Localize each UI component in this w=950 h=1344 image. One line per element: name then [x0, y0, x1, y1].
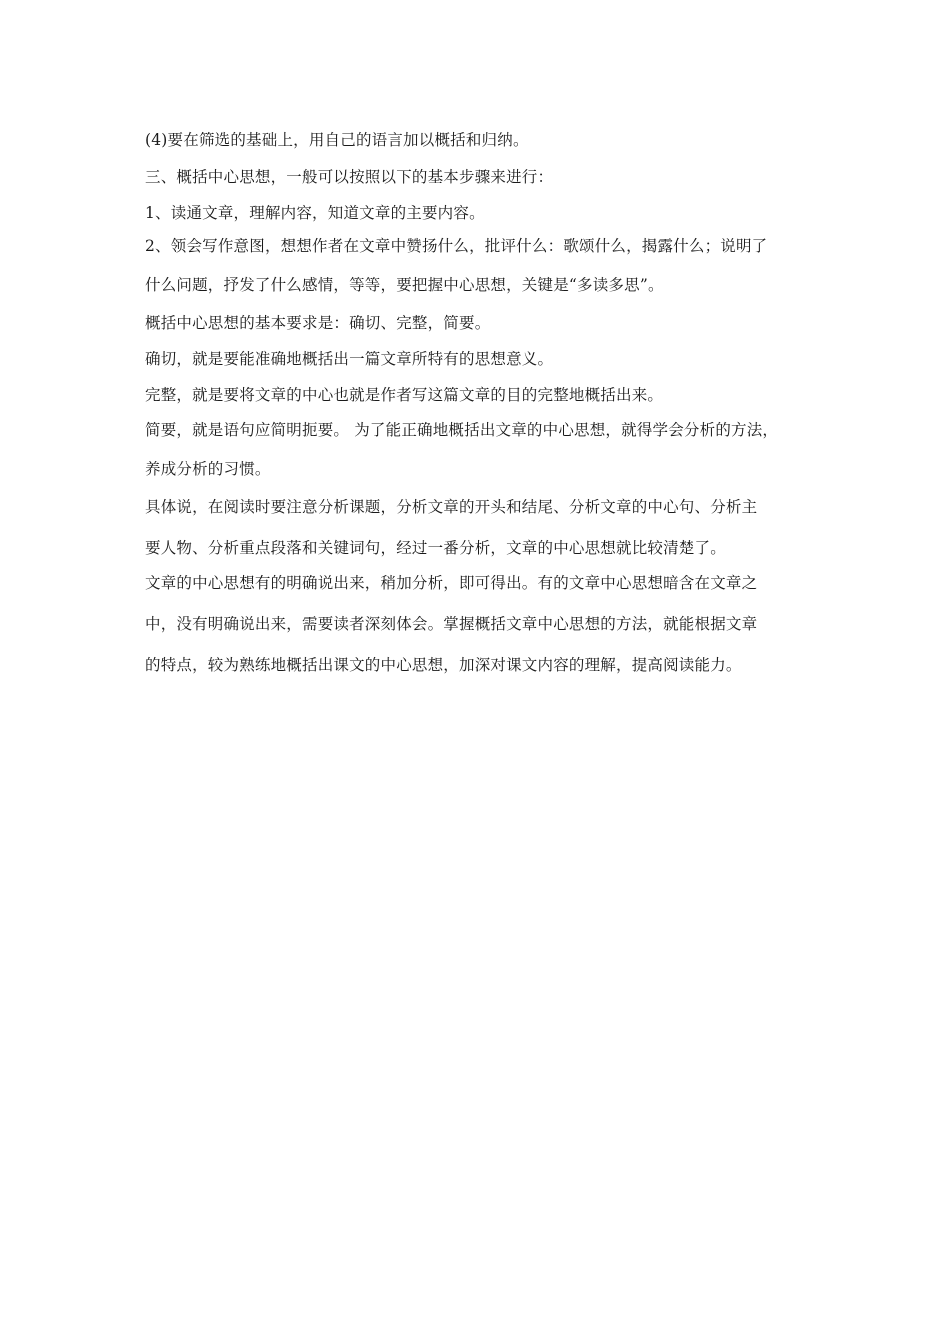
- text-line: 养成分析的习惯。: [145, 460, 271, 478]
- text-line: 2、领会写作意图，想想作者在文章中赞扬什么，批评什么：歌颂什么，揭露什么；说明了: [145, 237, 768, 255]
- text-line: 中，没有明确说出来，需要读者深刻体会。掌握概括文章中心思想的方法，就能根据文章: [145, 615, 758, 633]
- text-line: (4)要在筛选的基础上，用自己的语言加以概括和归纳。: [145, 131, 529, 149]
- text-line: 简要，就是语句应简明扼要。 为了能正确地概括出文章的中心思想，就得学会分析的方法，: [145, 421, 779, 439]
- text-line: 1、读通文章，理解内容，知道文章的主要内容。: [145, 204, 485, 222]
- text-line: 三、概括中心思想，一般可以按照以下的基本步骤来进行：: [145, 168, 554, 186]
- text-line: 概括中心思想的基本要求是：确切、完整，简要。: [145, 314, 491, 332]
- text-line: 什么问题，抒发了什么感情，等等，要把握中心思想，关键是“多读多思”。: [145, 276, 664, 294]
- text-line: 的特点，较为熟练地概括出课文的中心思想，加深对课文内容的理解，提高阅读能力。: [145, 656, 742, 674]
- text-line: 文章的中心思想有的明确说出来，稍加分析，即可得出。有的文章中心思想暗含在文章之: [145, 574, 758, 592]
- text-line: 完整，就是要将文章的中心也就是作者写这篇文章的目的完整地概括出来。: [145, 386, 664, 404]
- text-line: 要人物、分析重点段落和关键词句，经过一番分析，文章的中心思想就比较清楚了。: [145, 539, 726, 557]
- text-line: 具体说，在阅读时要注意分析课题，分析文章的开头和结尾、分析文章的中心句、分析主: [145, 498, 758, 516]
- text-line: 确切，就是要能准确地概括出一篇文章所特有的思想意义。: [145, 350, 554, 368]
